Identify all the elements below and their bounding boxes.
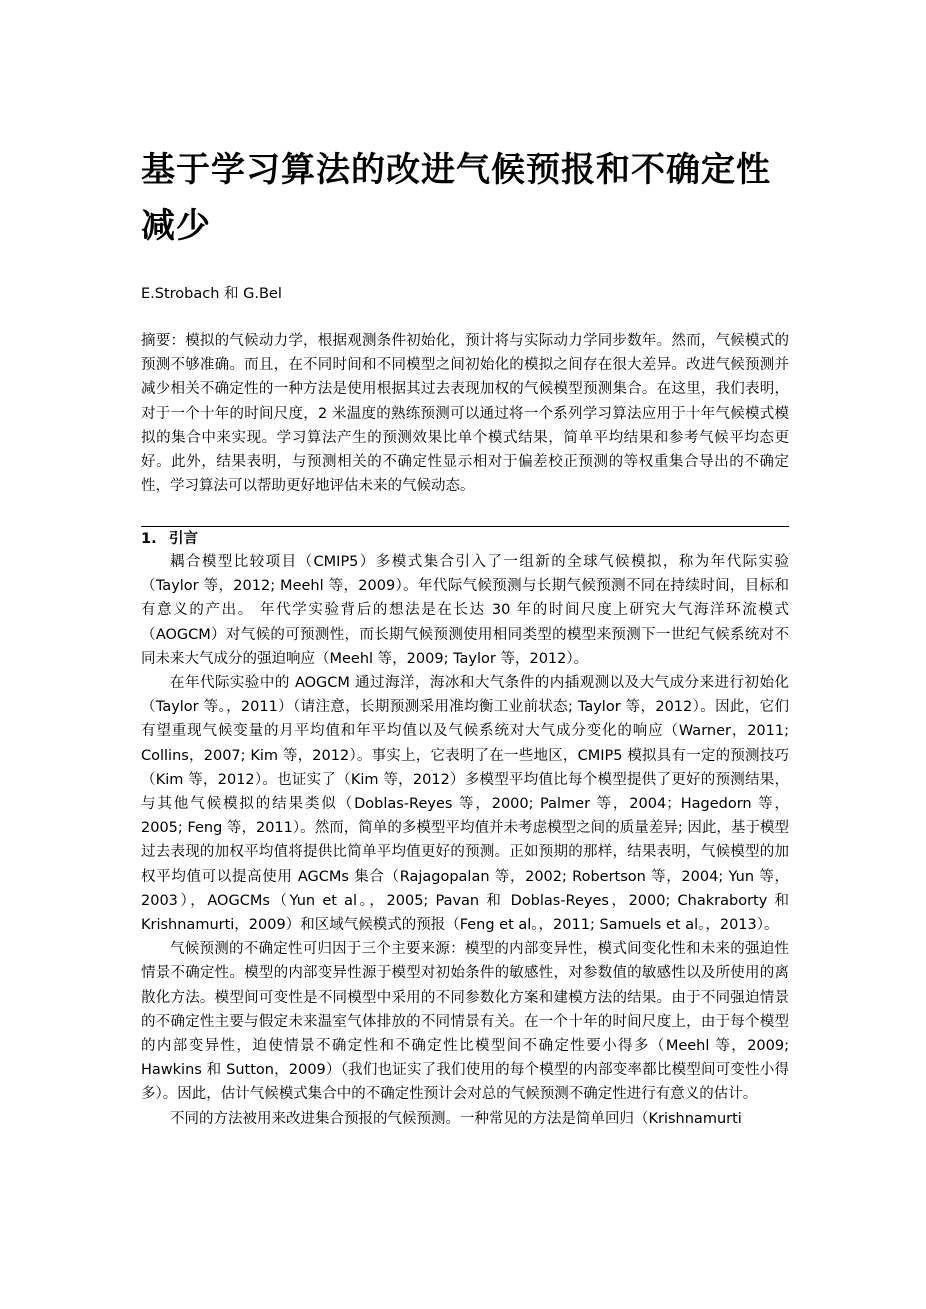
paper-authors: E.Strobach 和 G.Bel [141, 286, 282, 302]
paragraph: 不同的方法被用来改进集合预报的气候预测。一种常见的方法是简单回归（Krishnamurti [170, 1110, 742, 1127]
introduction-body [141, 550, 789, 1131]
paragraph: 气候预测的不确定性可归因于三个主要来源：模型的内部变异性，模式间变化性和未来的强迫性情景不确定性。模型的内部变异性源于模型对初始条件的敏感性，对参数值的敏感性以及所使用的离散化方法。模型间可变性是不同模型中采用的不同参数化方案和建模方法的结果。由于不同强迫情景的不确定性主要与假定未来温室气体排放的不同情景有关。在一个十年的时间尺度上，由于每个模型的内部变异性，迫使情景不确定性和不确定性比模型间不确定性要小得多（Meehl 等，2009; Hawkins 和 Sutton，2009）（我们也证实了我们使用的每个模型的内部变率都比模型间可变性小得多）。因此，估计气候模式集合中的不确定性预计会对总的气候预测不确定性进行有意义的估计。 [141, 941, 789, 1103]
abstract-divider [141, 526, 789, 527]
section-number: 1. [141, 531, 157, 547]
paper-title: 基于学习算法的改进气候预报和不确定性减少 [141, 150, 771, 246]
section-title: 引言 [169, 531, 198, 547]
paragraph: 耦合模型比较项目（CMIP5）多模式集合引入了一组新的全球气候模拟，称为年代际实验（Taylor 等，2012; Meehl 等，2009）。年代际气候预测与长期气候预测不同在持续时间，目标和有意义的产出。 年代学实验背后的想法是在长达 30 年的时间尺度上研究大气海洋环流模式（AOGCM）对气候的可预测性，而长期气候预测使用相同类型的模型来预测下一世纪气候系统对不同未来大气成分的强迫响应（Meehl 等，2009; Taylor 等，2012）。 [141, 554, 789, 667]
abstract: 摘要：模拟的气候动力学，根据观测条件初始化，预计将与实际动力学同步数年。然而，气候模式的预测不够准确。而且，在不同时间和不同模型之间初始化的模拟之间存在很大差异。改进气候预测并减少相关不确定性的一种方法是使用根据其过去表现加权的气候模型预测集合。在这里，我们表明，对于一个十年的时间尺度，2 米温度的熟练预测可以通过将一个系列学习算法应用于十年气候模式模拟的集合中来实现。学习算法产生的预测效果比单个模式结果，简单平均结果和参考气候平均态更好。此外，结果表明，与预测相关的不确定性显示相对于偏差校正预测的等权重集合导出的不确定性，学习算法可以帮助更好地评估未来的气候动态。 [141, 333, 789, 495]
section-heading-introduction [141, 528, 198, 550]
paragraph: 在年代际实验中的 AOGCM 通过海洋，海冰和大气条件的内插观测以及大气成分来进行初始化（Taylor 等。，2011）（请注意，长期预测采用准均衡工业前状态; Taylor 等，2012）。因此，它们有望重现气候变量的月平均值和年平均值以及气候系统对大气成分变化的响应（Warner，2011; Collins，2007; Kim 等，2012）。事实上，它表明了在一些地区，CMIP5 模拟具有一定的预测技巧（Kim 等，2012）。也证实了（Kim 等，2012）多模型平均值比每个模型提供了更好的预测结果，与其他气候模拟的结果类似（Doblas-Reyes 等，2000; Palmer 等，2004；Hagedorn 等，2005; Feng 等，2011）。然而，简单的多模型平均值并未考虑模型之间的质量差异; 因此，基于模型过去表现的加权平均值将提供比简单平均值更好的预测。正如预期的那样，结果表明，气候模型的加权平均值可以提高使用 AGCMs 集合（Rajagopalan 等，2002; Robertson 等，2004; Yun 等，2003），AOGCMs（Yun et al。，2005; Pavan 和 Doblas-Reyes，2000; Chakraborty 和 Krishnamurti，2009）和区域气候模式的预报（Feng et al。，2011; Samuels et al。，2013）。 [141, 675, 789, 934]
